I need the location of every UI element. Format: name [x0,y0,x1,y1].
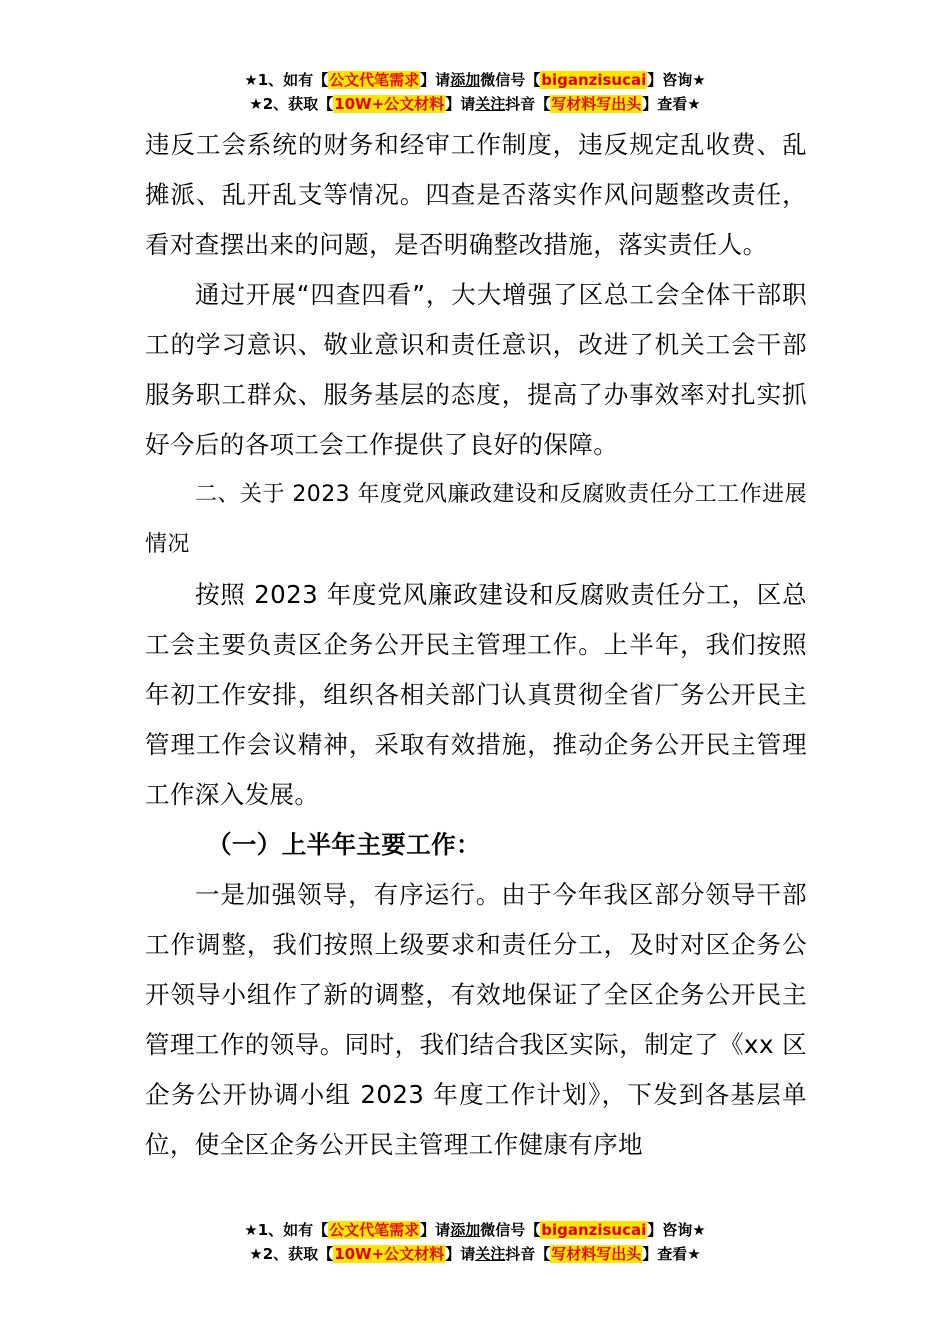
section-heading: 二、关于 2023 年度党风廉政建设和反腐败责任分工工作进展情况 [145,482,807,557]
promo-highlight: 公文代笔需求 [329,1221,420,1239]
promo-text: 】请 [445,95,476,113]
promo-text: 】咨询★ [647,1221,706,1239]
promo-line-2 [0,92,950,116]
promo-text: 微信号【 [480,1221,541,1239]
promo-line-1 [0,68,950,92]
promo-text: 微信号【 [480,71,541,89]
paragraph: 违反工会系统的财务和经审工作制度，违反规定乱收费、乱摊派、乱开乱支等情况。四查是否落实作风问题整改责任，看对查摆出来的问题，是否明确整改措施，落实责任人。 [145,130,807,259]
promo-text: ★1、如有【 [244,1221,329,1239]
promo-text: 】查看★ [642,1245,701,1263]
promo-highlight: 10W+公文材料 [334,1245,445,1263]
subsection-heading: （一）上半年主要工作： [207,830,481,859]
paragraph: 通过开展“四查四看”，大大增强了区总工会全体干部职工的学习意识、敬业意识和责任意识，改进了机关工会干部服务职工群众、服务基层的态度，提高了办事效率对扎实抓好今后的各项工会工作提供了良好的保障。 [145,280,807,459]
promo-text: ★2、获取【 [249,95,334,113]
promo-text: 】请 [445,1245,476,1263]
promo-text: 】查看★ [642,95,701,113]
paragraph: 按照 2023 年度党风廉政建设和反腐败责任分工，区总工会主要负责区企务公开民主管理工作。上半年，我们按照年初工作安排，组织各相关部门认真贯彻全省厂务公开民主管理工作会议精神，采取有效措施，推动企务公开民主管理工作深入发展。 [145,580,807,809]
promo-douyin-id: 写材料写出头 [551,95,642,113]
promo-text: 】请 [420,1221,451,1239]
document-body [145,120,807,1170]
promo-wechat-id: biganzisucai [541,71,647,89]
paragraph: 一是加强领导，有序运行。由于今年我区部分领导干部工作调整，我们按照上级要求和责任分工，及时对区企务公开领导小组作了新的调整，有效地保证了全区企务公开民主管理工作的领导。同时，我们结合我区实际，制定了《xx 区企务公开协调小组 2023 年度工作计划》，下发到各基层单位，使全区企务公开民主管理工作健康有序地 [145,880,807,1159]
promo-underlined-text: 添加 [450,71,481,89]
promo-highlight: 公文代笔需求 [329,71,420,89]
promo-text: 】咨询★ [647,71,706,89]
promo-wechat-id: biganzisucai [541,1221,647,1239]
promo-text: 】请 [420,71,451,89]
promo-text: 抖音【 [505,95,551,113]
promo-text: ★1、如有【 [244,71,329,89]
promo-line-1 [0,1218,950,1242]
promo-highlight: 10W+公文材料 [334,95,445,113]
promo-underlined-text: 关注 [475,95,506,113]
promo-text: ★2、获取【 [249,1245,334,1263]
promo-line-2 [0,1242,950,1266]
promo-douyin-id: 写材料写出头 [551,1245,642,1263]
promo-underlined-text: 添加 [450,1221,481,1239]
promo-underlined-text: 关注 [475,1245,506,1263]
promo-text: 抖音【 [505,1245,551,1263]
footer-promo-banner [0,1218,950,1266]
header-promo-banner [0,68,950,116]
